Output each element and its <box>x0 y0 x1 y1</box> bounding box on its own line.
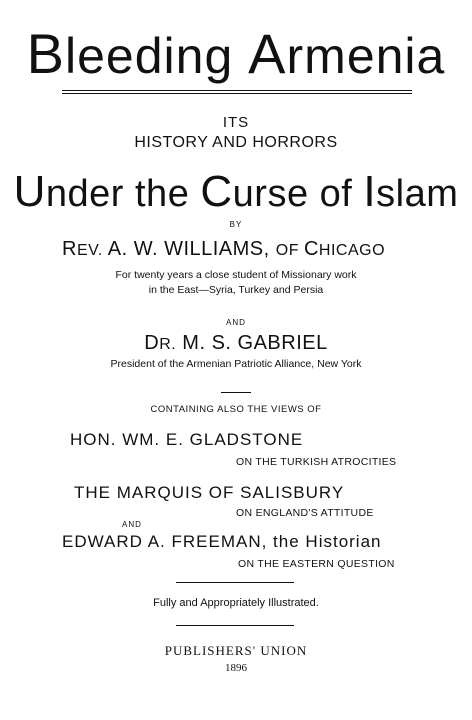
view-name-gladstone: HON. WM. E. GLADSTONE <box>70 430 304 449</box>
under-initial-u: U <box>13 167 46 216</box>
author1-description-line1: For twenty years a close student of Missionary work <box>115 269 357 281</box>
and-label-2: AND <box>122 520 142 529</box>
divider-illustrated-top <box>176 582 294 583</box>
under-part-2: urse of <box>232 173 364 215</box>
book-title <box>0 24 472 86</box>
publisher: PUBLISHERS' UNION <box>164 643 308 658</box>
title-part-1: leeding <box>65 28 249 84</box>
by-label: BY <box>229 220 243 229</box>
view-name-salisbury: THE MARQUIS OF SALISBURY <box>74 483 345 502</box>
author2-name <box>0 332 472 355</box>
author1-main-name: A. W. WILLIAMS, <box>102 238 276 260</box>
under-initial-i: I <box>363 167 377 216</box>
dr-initial: D <box>144 332 160 354</box>
title-initial-b: B <box>26 22 65 85</box>
view-name-freeman: EDWARD A. FREEMAN, the Historian <box>62 532 382 551</box>
under-part-3: slam <box>376 173 459 215</box>
chicago-initial: C <box>303 238 319 260</box>
subtitle-history: HISTORY AND HORRORS <box>134 134 338 151</box>
title-initial-a: A <box>248 22 287 85</box>
and-label: AND <box>226 318 246 327</box>
author1-of: OF <box>275 242 304 259</box>
author2-description: President of the Armenian Patriotic Alliance, New York <box>110 358 362 370</box>
chicago-rest: HICAGO <box>318 242 386 259</box>
dr-rest: R. <box>159 336 177 353</box>
divider-illustrated-bottom <box>176 625 294 626</box>
divider-short <box>221 392 251 393</box>
title-rule-bottom <box>62 93 412 94</box>
author1-description-line2: in the East—Syria, Turkey and Persia <box>148 284 324 296</box>
view-topic-salisbury: ON ENGLAND'S ATTITUDE <box>236 507 374 519</box>
subtitle-under-curse <box>0 168 472 218</box>
under-part-1: nder the <box>45 173 201 215</box>
author1-name <box>62 238 385 261</box>
illustrated-note: Fully and Appropriately Illustrated. <box>153 597 319 609</box>
rev-initial: R <box>62 238 77 260</box>
rev-rest: EV. <box>76 242 103 259</box>
containing-label: CONTAINING ALSO THE VIEWS OF <box>150 404 322 415</box>
view-topic-freeman: ON THE EASTERN QUESTION <box>238 558 395 570</box>
title-part-2: rmenia <box>286 28 446 84</box>
subtitle-its: ITS <box>222 114 250 131</box>
under-initial-c: C <box>200 167 233 216</box>
view-topic-gladstone: ON THE TURKISH ATROCITIES <box>236 456 397 468</box>
publication-year: 1896 <box>225 662 247 674</box>
title-rule-top <box>62 90 412 91</box>
author2-main-name: M. S. GABRIEL <box>176 332 328 354</box>
